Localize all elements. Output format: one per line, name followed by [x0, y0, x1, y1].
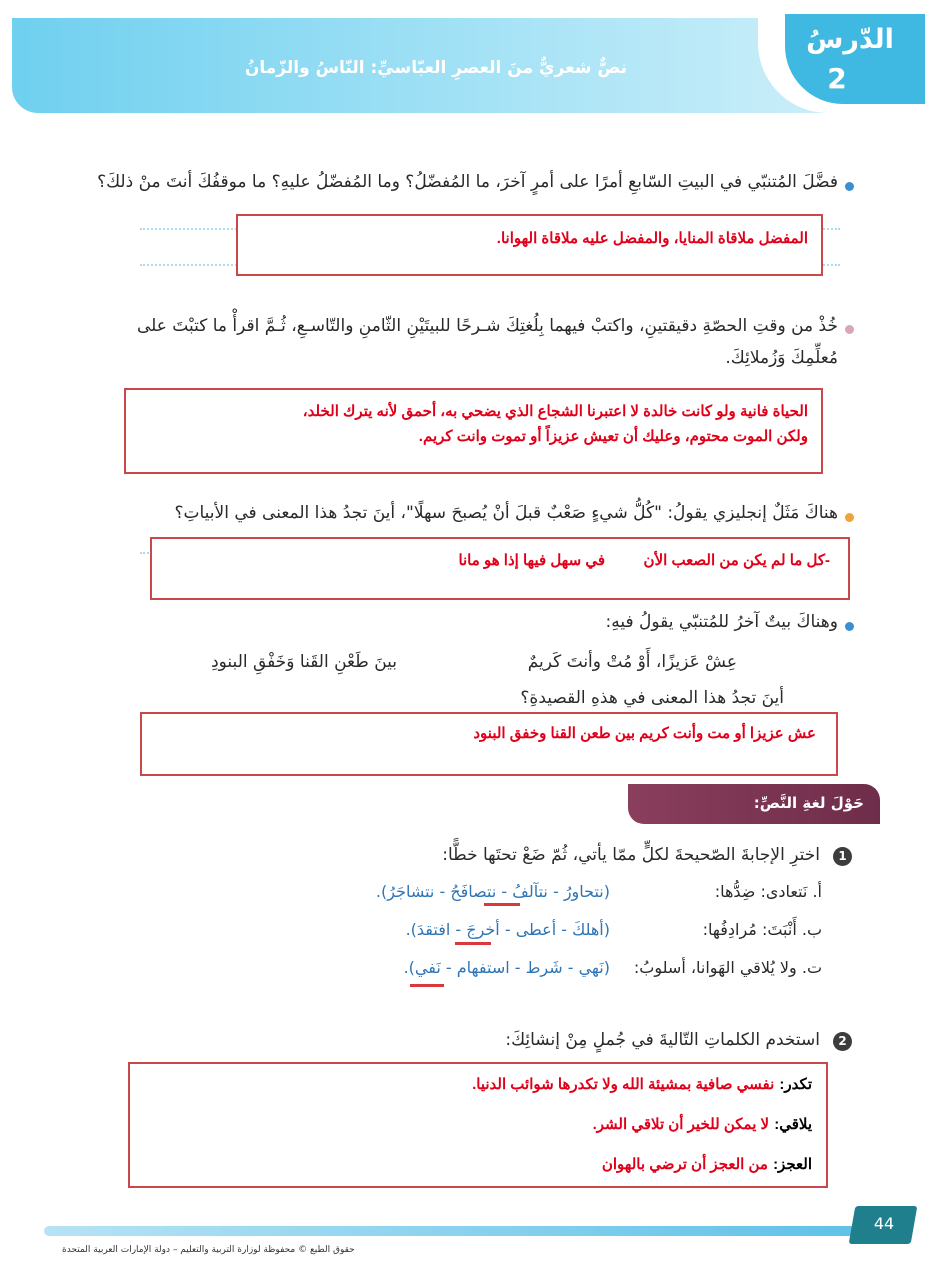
question-1-text: فضَّلَ المُتنبّي في البيتِ السّابعِ أمرًا على أمرٍ آخرَ، ما المُفضّلُ؟ وما المُفضّلُ عليهِ؟ ما موقفُكَ أنتَ منْ ذلكَ؟	[97, 172, 838, 192]
footer-bar	[44, 1226, 864, 1236]
copyright-text: حقوق الطبع © محفوظة لوزارة التربية والتعليم – دولة الإمارات العربية المتحدة	[62, 1245, 355, 1255]
word-label: تكدر:	[779, 1076, 812, 1093]
exercise-1-number: 1	[833, 847, 852, 866]
sentence-row	[593, 1114, 812, 1133]
answer-box-4[interactable]	[140, 712, 838, 776]
answer-underline	[455, 942, 491, 945]
word-label: يلاقي:	[774, 1116, 812, 1133]
lesson-number: 2	[827, 62, 847, 95]
exercise-1-item-b-label: ب. أَنْبَتَ: مُرادِفُها:	[702, 920, 822, 939]
exercise-2-number: 2	[833, 1032, 852, 1051]
word-sentence: من العجز أن ترضي بالهوان	[601, 1156, 768, 1173]
bullet-icon	[845, 513, 854, 522]
answer-2-line2: ولكن الموت محتوم، وعليك أن تعيش عزيزاً أو تموت وانت كريم.	[418, 428, 808, 445]
bullet-icon	[845, 325, 854, 334]
exercise-1-item-c-label: ت. ولا يُلاقي الهَوانا، أسلوبُ:	[633, 958, 822, 977]
word-sentence: لا يمكن للخير أن تلاقي الشر.	[592, 1116, 770, 1133]
page-number: 44	[873, 1214, 895, 1233]
exercise-1-instruction: اخترِ الإجابةَ الصّحيحةَ لكلٍّ ممّا يأتي، ثُمّ ضَعْ تحتَها خطًّا:	[442, 845, 820, 865]
bullet-icon	[845, 622, 854, 631]
exercise-1-item-a-choices: (نتحاورُ - نتآلفُ - نتصافَحُ - نتشاجَرُ).	[375, 882, 610, 901]
verse-first-hemistich: عِشْ عَزيزًا، أَوْ مُتْ وأنتَ كَريمٌ	[527, 652, 737, 672]
question-4-followup: أينَ تجدُ هذا المعنى في هذهِ القصيدةِ؟	[520, 688, 784, 708]
question-2-line1: خُذْ من وقتِ الحصّةِ دقيقتينِ، واكتبْ فيهما بِلُغتِكَ شـرحًا للبيتَيْنِ الثّامنِ والتّاسـعِ، ثُـمَّ اقرأْ ما كتبْتَ على	[136, 316, 838, 336]
sentence-row	[602, 1154, 812, 1173]
answer-underline	[410, 984, 444, 987]
bullet-icon	[845, 182, 854, 191]
lesson-label: الدّرسُ	[806, 24, 894, 55]
answer-1-text: المفضل ملاقاة المنايا، والمفضل عليه ملاقاة الهوانا.	[496, 230, 808, 247]
answer-underline	[484, 903, 520, 906]
verse-second-hemistich: بينَ طَعْنِ القَنا وَخَفْقِ البنودِ	[211, 652, 397, 672]
exercise-1-item-b-choices: (أهلكَ - أعطى - أخرجَ - افتقدَ).	[405, 920, 610, 939]
exercise-2-instruction: استخدم الكلماتِ التّاليةَ في جُملٍ مِنْ إنشائِكَ:	[505, 1030, 820, 1050]
exercise-1-item-a-label: أ. نَتعادى: ضِدُّها:	[714, 882, 822, 901]
exercise-1-item-c-choices: (نَهي - شَرط - استفهام - نَفي).	[403, 958, 610, 977]
question-3-text: هناكَ مَثَلٌ إنجليزي يقولُ: "كُلُّ شيءٍ صَعْبٌ قبلَ أنْ يُصبحَ سهلًا"، أينَ تجدُ هذا المعنى في الأبياتِ؟	[174, 503, 838, 523]
section-title: حَوْلَ لغةِ النَّصِّ:	[753, 794, 864, 812]
sentence-row	[472, 1074, 812, 1093]
answer-4-text: عش عزيزا أو مت وأنت كريم بين طعن القنا وخفق البنود	[473, 725, 816, 742]
question-4-text: وهناكَ بيتٌ آخرُ للمُتنبّي يقولُ فيهِ:	[605, 612, 838, 632]
word-sentence: نفسي صافية بمشيئة الله ولا تكدرها شوائب الدنيا.	[472, 1076, 775, 1093]
question-2-line2: مُعلِّمِكَ وَزُملائِكَ.	[725, 348, 838, 368]
word-label: العجز:	[773, 1156, 812, 1173]
answer-3-part2: في سهل فيها إذا هو مانا	[458, 552, 605, 569]
lesson-title: نصٌّ شعريٌّ منَ العصرِ العبّاسيِّ: النّاسُ والزّمانُ	[244, 58, 627, 78]
answer-3-part1: -كل ما لم يكن من الصعب الأن	[643, 552, 830, 569]
answer-2-line1: الحياة فانية ولو كانت خالدة لا اعتبرنا الشجاع الذي يضحي به، أحمق لأنه يترك الخلد،	[302, 403, 808, 420]
